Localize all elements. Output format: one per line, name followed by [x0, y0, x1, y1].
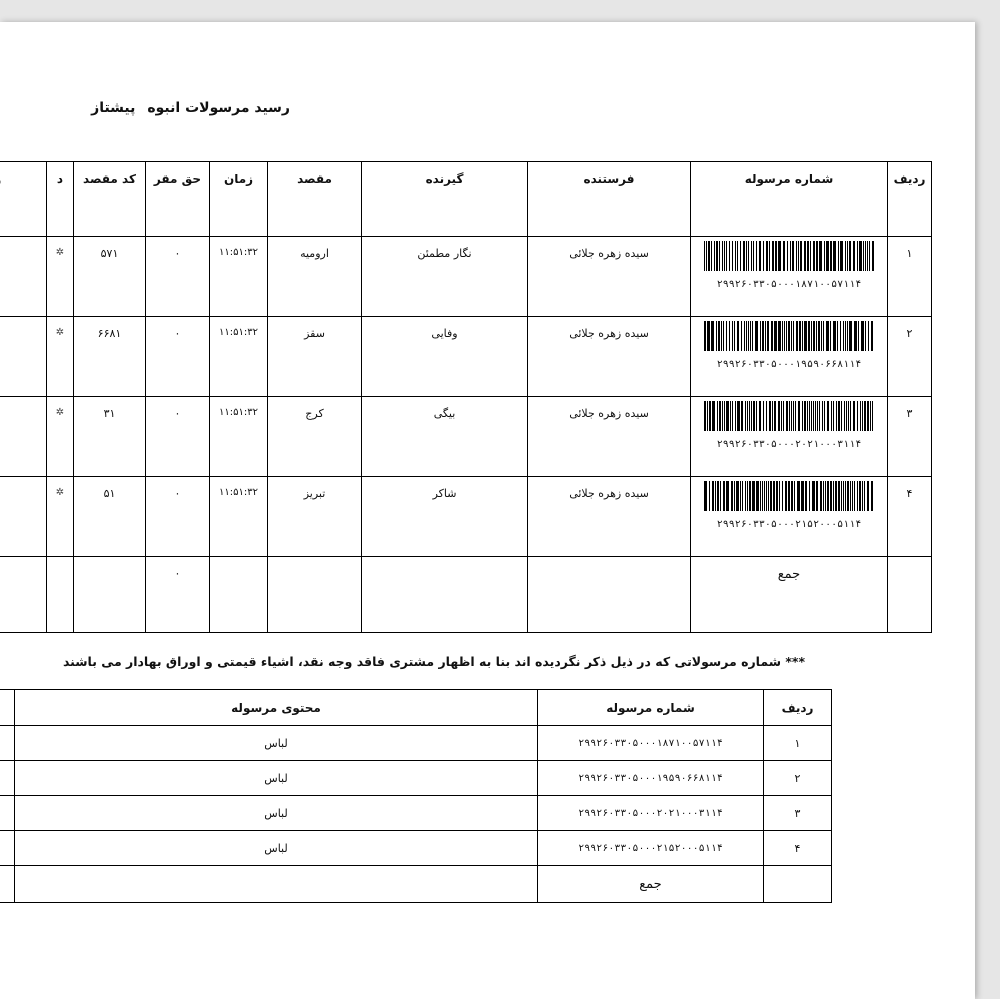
destination: ارومیه: [268, 237, 362, 317]
destination: کرج: [268, 397, 362, 477]
row-number: ۲: [764, 761, 832, 796]
sender: سیده زهره جلائی: [528, 397, 691, 477]
content: لباس: [15, 831, 538, 866]
header-row-number: ردیف: [764, 690, 832, 726]
table-header-row: [0, 690, 832, 726]
weight: [0, 237, 47, 317]
total-empty: [210, 557, 268, 633]
row-number: ۴: [764, 831, 832, 866]
d-marker: ✲: [47, 397, 74, 477]
total-empty: [47, 557, 74, 633]
sender: سیده زهره جلائی: [528, 237, 691, 317]
note-text: *** شماره مرسولاتی که در ذیل ذکر نگردیده اند بنا به اظهار مشتری فاقد وجه نقد، اشیاء قیمتی و اوراق بهادار می باشند: [62, 654, 805, 669]
shipments-table: [0, 161, 932, 633]
extra-cell: [0, 726, 15, 761]
destination: سقز: [268, 317, 362, 397]
extra-cell: [0, 761, 15, 796]
row-number: ۳: [764, 796, 832, 831]
time: ۱۱:۵۱:۳۲: [210, 397, 268, 477]
total-empty: [888, 557, 932, 633]
content: لباس: [15, 796, 538, 831]
header-time: زمان: [210, 162, 268, 237]
content: لباس: [15, 761, 538, 796]
total-empty: [362, 557, 528, 633]
title-main: رسید مرسولات انبوه: [147, 100, 290, 116]
barcode-bars-icon: [703, 481, 875, 511]
document-page: [0, 22, 975, 999]
total-empty: [74, 557, 146, 633]
row-number: ۴: [888, 477, 932, 557]
barcode-bars-icon: [703, 401, 875, 431]
extra-cell: [0, 796, 15, 831]
fee: ۰: [146, 397, 210, 477]
table-total-row: [0, 557, 932, 633]
shipment-barcode-cell: [691, 397, 888, 477]
sender: سیده زهره جلائی: [528, 317, 691, 397]
content: لباس: [15, 726, 538, 761]
total-empty: [15, 866, 538, 903]
barcode-number: ۲۹۹۲۶۰۳۳۰۵۰۰۰۲۱۵۲۰۰۰۵۱۱۴: [716, 519, 862, 530]
barcode: [703, 321, 875, 370]
destination-code: ۳۱: [74, 397, 146, 477]
time: ۱۱:۵۱:۳۲: [210, 237, 268, 317]
total-fee: ۰: [146, 557, 210, 633]
total-label: جمع: [691, 557, 888, 633]
header-content: محتوی مرسوله: [15, 690, 538, 726]
receiver: وفایی: [362, 317, 528, 397]
header-weight: [0, 162, 47, 237]
shipment-barcode-cell: [691, 477, 888, 557]
header-receiver: گیرنده: [362, 162, 528, 237]
table-row: [0, 397, 932, 477]
total-empty: [0, 866, 15, 903]
row-number: ۳: [888, 397, 932, 477]
total-label: جمع: [538, 866, 764, 903]
fee: ۰: [146, 317, 210, 397]
title-service: پیشتاز: [91, 100, 136, 116]
row-number: ۱: [888, 237, 932, 317]
header-extra: [0, 690, 15, 726]
header-row-number: ردیف: [888, 162, 932, 237]
extra-cell: [0, 831, 15, 866]
shipment-number: ۲۹۹۲۶۰۳۳۰۵۰۰۰۲۱۵۲۰۰۰۵۱۱۴: [538, 831, 764, 866]
barcode-number: ۲۹۹۲۶۰۳۳۰۵۰۰۰۲۰۲۱۰۰۰۳۱۱۴: [716, 439, 862, 450]
weight: [0, 477, 47, 557]
receiver: بیگی: [362, 397, 528, 477]
barcode: [703, 241, 875, 290]
barcode-bars-icon: [703, 241, 875, 271]
time: ۱۱:۵۱:۳۲: [210, 317, 268, 397]
barcode-number: ۲۹۹۲۶۰۳۳۰۵۰۰۰۱۸۷۱۰۰۵۷۱۱۴: [716, 279, 862, 290]
destination: تبریز: [268, 477, 362, 557]
shipment-number: ۲۹۹۲۶۰۳۳۰۵۰۰۰۱۸۷۱۰۰۵۷۱۱۴: [538, 726, 764, 761]
table-row: [0, 237, 932, 317]
table-header-row: [0, 162, 932, 237]
header-fee: حق مقر: [146, 162, 210, 237]
barcode: [703, 401, 875, 450]
table-row: [0, 761, 832, 796]
destination-code: ۵۱: [74, 477, 146, 557]
d-marker: ✲: [47, 477, 74, 557]
receiver: نگار مطمئن: [362, 237, 528, 317]
fee: ۰: [146, 477, 210, 557]
sender: سیده زهره جلائی: [528, 477, 691, 557]
total-weight: [0, 557, 47, 633]
total-empty: [268, 557, 362, 633]
shipment-barcode-cell: [691, 317, 888, 397]
row-number: ۲: [888, 317, 932, 397]
barcode-bars-icon: [703, 321, 875, 351]
time: ۱۱:۵۱:۳۲: [210, 477, 268, 557]
barcode-number: ۲۹۹۲۶۰۳۳۰۵۰۰۰۱۹۵۹۰۶۶۸۱۱۴: [716, 359, 862, 370]
header-sender: فرستنده: [528, 162, 691, 237]
fee: ۰: [146, 237, 210, 317]
destination-code: ۶۶۸۱: [74, 317, 146, 397]
table-row: [0, 477, 932, 557]
header-shipment-number: شماره مرسوله: [538, 690, 764, 726]
barcode: [703, 481, 875, 530]
d-marker: ✲: [47, 317, 74, 397]
table-row: [0, 796, 832, 831]
header-shipment-number: شماره مرسوله: [691, 162, 888, 237]
page-title: [91, 100, 290, 124]
weight: [0, 317, 47, 397]
contents-table: [0, 689, 832, 903]
table-total-row: [0, 866, 832, 903]
receiver: شاکر: [362, 477, 528, 557]
table-row: [0, 317, 932, 397]
weight: [0, 397, 47, 477]
table-row: [0, 831, 832, 866]
header-d: د: [47, 162, 74, 237]
table-row: [0, 726, 832, 761]
shipment-number: ۲۹۹۲۶۰۳۳۰۵۰۰۰۱۹۵۹۰۶۶۸۱۱۴: [538, 761, 764, 796]
header-destination: مقصد: [268, 162, 362, 237]
row-number: ۱: [764, 726, 832, 761]
shipment-number: ۲۹۹۲۶۰۳۳۰۵۰۰۰۲۰۲۱۰۰۰۳۱۱۴: [538, 796, 764, 831]
total-empty: [528, 557, 691, 633]
d-marker: ✲: [47, 237, 74, 317]
header-destination-code: کد مقصد: [74, 162, 146, 237]
shipment-barcode-cell: [691, 237, 888, 317]
total-empty: [764, 866, 832, 903]
destination-code: ۵۷۱: [74, 237, 146, 317]
